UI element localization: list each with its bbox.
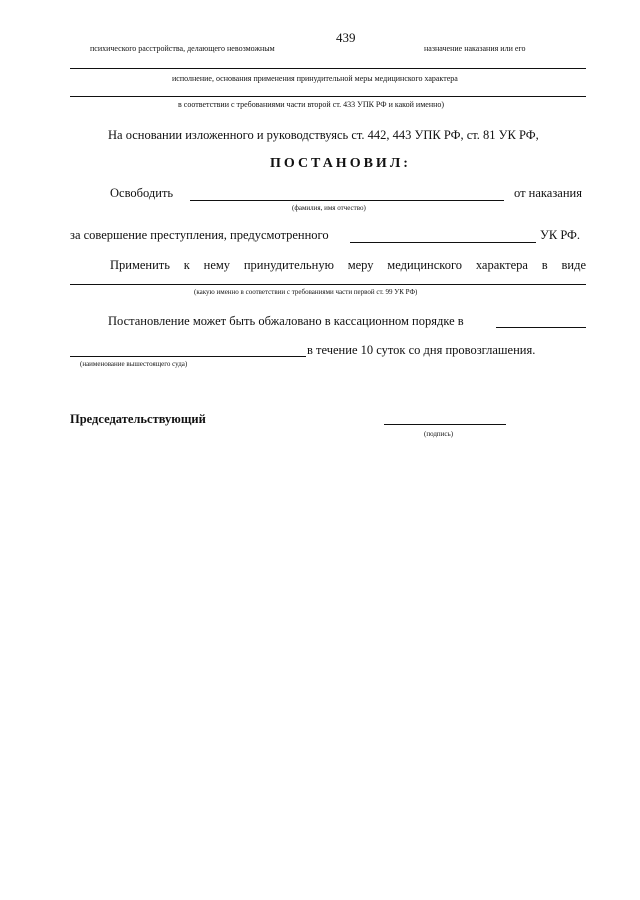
basis-paragraph: На основании изложенного и руководствуясь ст. 442, 443 УПК РФ, ст. 81 УК РФ, bbox=[108, 128, 539, 142]
signature-caption: (подпись) bbox=[424, 430, 454, 438]
appeal-court-blank-1 bbox=[496, 327, 586, 328]
appeal-suffix: в течение 10 суток со дня провозглашения. bbox=[307, 343, 536, 357]
header-line2: исполнение, основания применения принудительной меры медицинского характера bbox=[172, 74, 458, 83]
decision-title: ПОСТАНОВИЛ: bbox=[270, 156, 411, 171]
apply-measure-blank bbox=[70, 284, 586, 285]
signature-blank bbox=[384, 424, 506, 425]
header-line1-left: психического расстройства, делающего невозможным bbox=[90, 44, 275, 53]
release-label: Освободить bbox=[110, 186, 174, 200]
release-caption: (фамилия, имя отчество) bbox=[292, 204, 366, 212]
crime-label: за совершение преступления, предусмотренного bbox=[70, 228, 329, 242]
crime-article-blank bbox=[350, 242, 536, 243]
page-number: 439 bbox=[336, 30, 356, 45]
crime-suffix: УК РФ. bbox=[540, 228, 581, 242]
release-suffix: от наказания bbox=[514, 186, 582, 200]
release-name-blank bbox=[190, 200, 504, 201]
apply-measure-text: Применить к нему принудительную меру медицинского характера в виде bbox=[110, 258, 586, 272]
appeal-caption: (наименование вышестоящего суда) bbox=[80, 360, 188, 368]
header-line1-right: назначение наказания или его bbox=[424, 44, 526, 53]
header-rule-2 bbox=[70, 96, 586, 97]
header-rule-1 bbox=[70, 68, 586, 69]
presiding-judge-label: Председательствующий bbox=[70, 412, 206, 426]
header-line3: в соответствии с требованиями части второй ст. 433 УПК РФ и какой именно) bbox=[178, 100, 445, 109]
appeal-court-blank-2 bbox=[70, 356, 306, 357]
appeal-text: Постановление может быть обжаловано в кассационном порядке в bbox=[108, 314, 464, 328]
apply-measure-caption: (какую именно в соответствии с требованиями части первой ст. 99 УК РФ) bbox=[194, 288, 418, 296]
